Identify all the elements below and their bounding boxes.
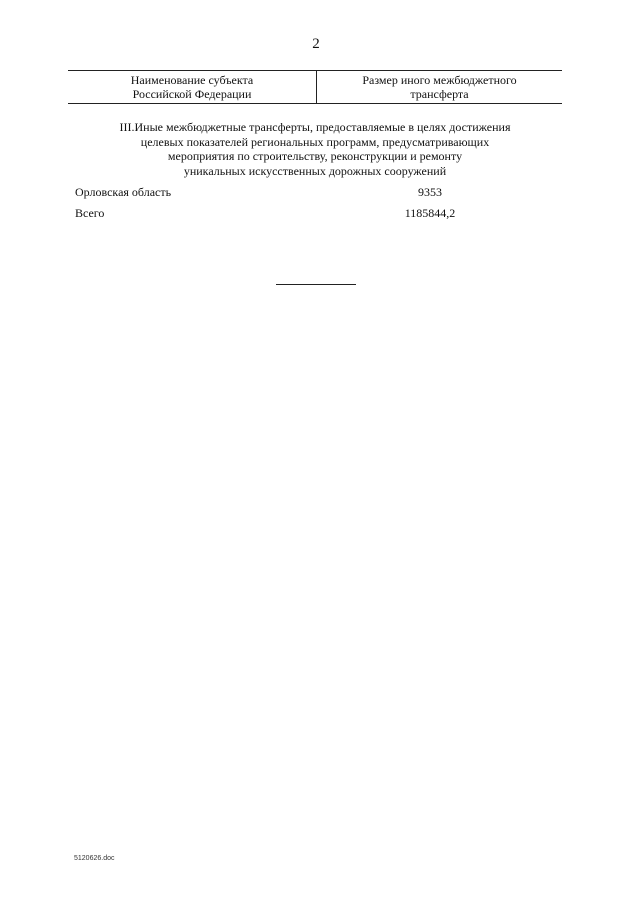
section-title-line: мероприятия по строительству, реконструкции и ремонту <box>167 149 463 163</box>
header-subject-line2: Российской Федерации <box>132 87 252 101</box>
footer-filename: 5120626.doc <box>74 855 115 862</box>
header-cell-subject <box>68 71 317 103</box>
section-title-line: целевых показателей региональных программ, предусматривающих <box>140 134 490 149</box>
header-amount-line2: трансферта <box>410 87 469 101</box>
header-cell-amount <box>317 71 562 103</box>
row-total-amount: 1185844,2 <box>404 206 456 220</box>
table-row <box>75 185 495 200</box>
header-subject-line1: Наименование субъекта <box>130 73 254 87</box>
table-row-total <box>75 206 495 221</box>
section-title <box>68 120 562 178</box>
section-title-line: III.Иные межбюджетные трансферты, предоставляемые в целях достижения <box>119 120 511 134</box>
header-amount-line1: Размер иного межбюджетного <box>362 73 517 87</box>
row-subject-name: Орловская область <box>75 185 172 199</box>
page-number: 2 <box>312 36 320 52</box>
section-title-line: уникальных искусственных дорожных сооружений <box>183 163 447 178</box>
table-header <box>68 70 562 104</box>
row-amount: 9353 <box>418 185 442 199</box>
row-total-label: Всего <box>75 206 105 220</box>
end-divider <box>276 284 356 285</box>
